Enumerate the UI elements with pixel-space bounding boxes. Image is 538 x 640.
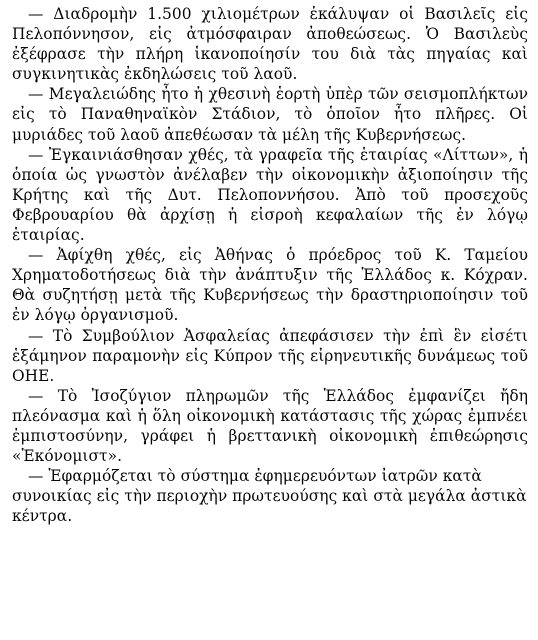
news-item-balance-of-payments: — Τὸ Ἰσοζύγιον πληρωμῶν τῆς Ἑλλάδος ἐμφανίζει ἤδη πλεόνασμα καὶ ἡ ὅλη οἰκονομικὴ κατάστασις τῆς χώρας ἐμπνέει ἐμπιστοσύνην, γράφει ἡ βρεττανικὴ οἰκονομικὴ ἐπιθεώρησις «Ἐκόνομιστ».	[12, 386, 528, 466]
news-item-stadium-celebration: — Μεγαλειώδης ἦτο ἡ χθεσινὴ ἑορτὴ ὑπὲρ τῶν σεισμοπλήκτων εἰς τὸ Παναθηναϊκὸν Στάδιον, τὸ ὁποῖον ἦτο πλῆρες. Οἱ μυριάδες τοῦ λαοῦ ἀπεθέωσαν τὰ μέλη τῆς Κυβερνήσεως.	[12, 85, 528, 144]
news-item-litton-offices: — Ἐγκαινιάσθησαν χθές, τὰ γραφεῖα τῆς ἑταιρίας «Λίττων», ἡ ὁποία ὡς γνωστὸν ἀνέλαβεν τὴν οἰκονομικὴν ἀξιοποίησιν τῆς Κρήτης καὶ τῆς Δυτ. Πελοποννήσου. Ἀπὸ τοῦ προσεχοῦς Φεβρουαρίου θὰ ἀρχίσῃ ἡ εἰσροὴ κεφαλαίων τῆς ἐν λόγῳ ἑταιρίας.	[12, 145, 528, 245]
news-item-security-council-cyprus: — Τὸ Συμβούλιον Ἀσφαλείας ἀπεφάσισεν τὴν ἐπὶ ἓν εἰσέτι ἑξάμηνον παραμονὴν εἰς Κύπρον τῆς εἰρηνευτικῆς δυνάμεως τοῦ ΟΗΕ.	[12, 326, 528, 385]
news-item-peloponnese-tour: — Διαδρομὴν 1.500 χιλιομέτρων ἐκάλυψαν οἱ Βασιλεῖς εἰς Πελοπόννησον, εἰς ἀτμόσφαιραν ἀποθεώσεως. Ὁ Βασιλεὺς ἐξέφρασε τὴν πλήρη ἱκανοποίησίν του διὰ τὰς πηγαίας καὶ συγκινητικὰς ἐκδηλώσεις τοῦ λαοῦ.	[12, 5, 528, 84]
news-item-duty-doctors: — Ἐφαρμόζεται τὸ σύστημα ἐφημερευόντων ἰατρῶν κατὰ συνοικίας εἰς τὴν περιοχὴν πρωτευούσης καὶ στὰ μεγάλα ἀστικὰ κέντρα.	[12, 467, 527, 526]
news-item-cochran-arrival: — Ἀφίχθη χθές, εἰς Ἀθήνας ὁ πρόεδρος τοῦ Κ. Ταμείου Χρηματοδοτήσεως διὰ τὴν ἀνάπτυξιν τῆς Ἑλλάδος κ. Κόχραν. Θὰ συζητήσῃ μετὰ τῆς Κυβερνήσεως τὴν δραστηριοποίησιν τοῦ ἐν λόγῳ ὀργανισμοῦ.	[12, 246, 528, 325]
